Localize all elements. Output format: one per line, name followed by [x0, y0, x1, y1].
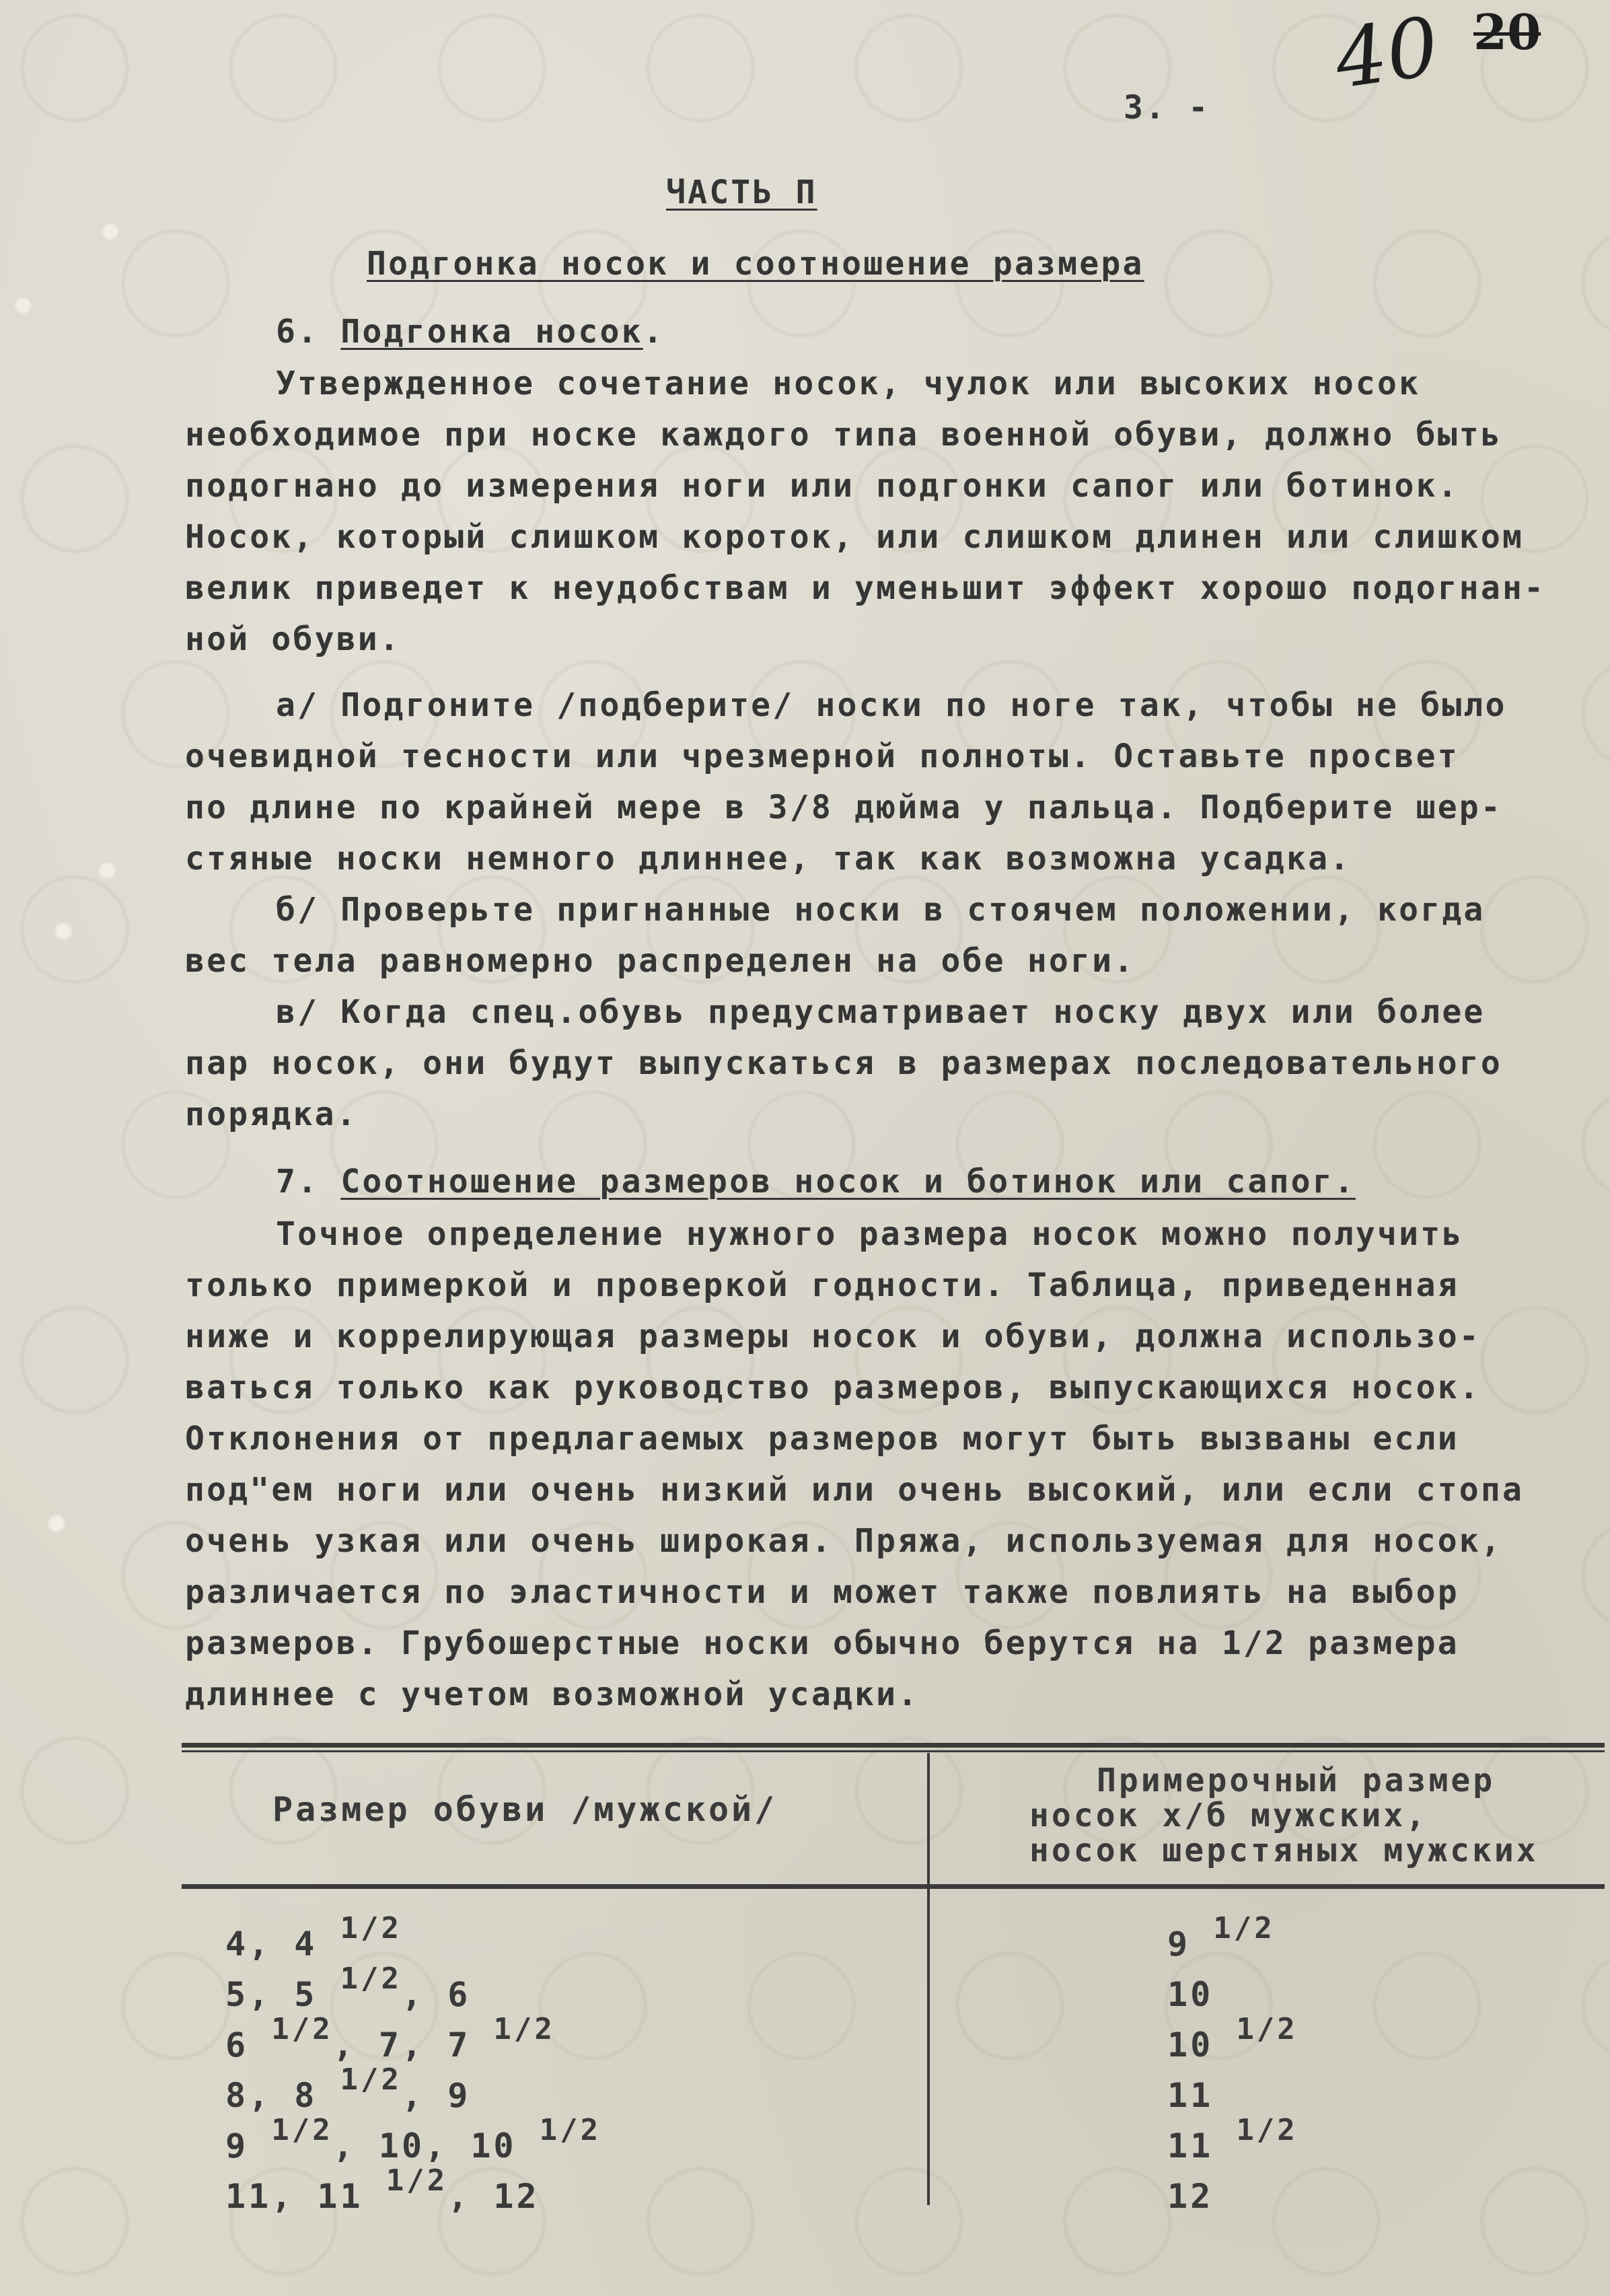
watermark-emblem — [955, 1951, 1064, 2060]
watermark-emblem — [854, 2167, 963, 2276]
table-cell-sock-size: 9 1/2 — [1167, 1911, 1275, 1964]
page-number: 3. - — [1124, 89, 1210, 127]
watermark-emblem — [20, 13, 129, 122]
section-7-line: очень узкая или очень широкая. Пряжа, используемая для носок, — [185, 1522, 1503, 1560]
item-v-line: порядка. — [185, 1096, 358, 1133]
watermark-emblem — [1581, 659, 1610, 768]
watermark-emblem — [1272, 2167, 1381, 2276]
watermark-emblem — [1164, 229, 1273, 338]
section-7-line: ваться только как руководство размеров, выпускающихся носок. — [185, 1369, 1481, 1406]
section-7-line: Отклонения от предлагаемых размеров могут быть вызваны если — [185, 1420, 1459, 1458]
item-a-line: а/ Подгоните /подберите/ носки по ноге так, чтобы не было — [276, 686, 1507, 724]
watermark-emblem — [437, 13, 546, 122]
part-subtitle: Подгонка носок и соотношение размера — [367, 245, 1144, 283]
table-header-shoe-size: Размер обуви /мужской/ — [272, 1790, 778, 1829]
section-6-heading: 6. Подгонка носок. — [276, 313, 665, 351]
item-b-line: вес тела равномерно распределен на обе ноги. — [185, 942, 1136, 980]
table-top-rule — [182, 1743, 1605, 1748]
section-6-title: Подгонка носок — [340, 313, 643, 351]
section-6-line: подогнано до измерения ноги или подгонки сапог или ботинок. — [185, 467, 1459, 505]
table-cell-shoe-size: 5, 5 1/2, 6 — [225, 1962, 471, 2014]
watermark-emblem — [1480, 2167, 1589, 2276]
section-7-line: различается по эластичности и может также повлиять на выбор — [185, 1573, 1459, 1611]
table-cell-shoe-size: 4, 4 1/2 — [225, 1911, 402, 1964]
punch-hole — [101, 222, 120, 241]
watermark-emblem — [121, 229, 230, 338]
table-header-sock-size-line: носок х/б мужских, — [1029, 1797, 1428, 1834]
section-6-line: ной обуви. — [185, 620, 401, 658]
section-7-line: размеров. Грубошерстные носки обычно берутся на 1/2 размера — [185, 1624, 1459, 1662]
watermark-emblem — [854, 1736, 963, 1845]
section-6-number: 6. — [276, 313, 320, 351]
punch-hole — [13, 296, 32, 315]
watermark-emblem — [20, 1305, 129, 1414]
watermark-emblem — [1373, 1951, 1481, 2060]
item-a-line: очевидной тесности или чрезмерной полноты. Оставьте просвет — [185, 738, 1459, 775]
section-7-heading — [276, 1156, 1356, 1207]
watermark-emblem — [1581, 229, 1610, 338]
table-cell-sock-size: 11 — [1167, 2076, 1214, 2115]
section-6-line: велик приведет к неудобствам и уменьшит эффект хорошо подогнан- — [185, 569, 1546, 607]
section-7-title: Соотношение размеров носок и ботинок или сапог. — [340, 1163, 1356, 1200]
table-column-divider — [927, 1889, 930, 2205]
part-title: ЧАСТЬ П — [666, 174, 817, 211]
watermark-emblem — [1581, 1090, 1610, 1199]
section-7-line: только примеркой и проверкой годности. Таблица, приведенная — [185, 1266, 1459, 1304]
table-header-sock-size-line: Примерочный размер — [1097, 1762, 1496, 1799]
item-v-line: в/ Когда спец.обувь предусматривает носку двух или более — [276, 993, 1486, 1031]
punch-hole — [98, 861, 116, 880]
watermark-emblem — [20, 875, 129, 984]
table-cell-sock-size: 12 — [1167, 2177, 1214, 2216]
table-header-sock-size-line: носок шерстяных мужских — [1029, 1832, 1539, 1869]
watermark-emblem — [1373, 229, 1481, 338]
watermark-emblem — [854, 13, 963, 122]
section-7-number: 7. — [276, 1163, 320, 1200]
item-a-line: по длине по крайней мере в 3/8 дюйма у пальца. Подберите шер- — [185, 789, 1503, 826]
section-7-line: Точное определение нужного размера носок можно получить — [276, 1215, 1464, 1253]
watermark-emblem — [1373, 1090, 1481, 1199]
watermark-emblem — [1480, 1305, 1589, 1414]
table-cell-shoe-size: 11, 11 1/2, 12 — [225, 2163, 540, 2216]
table-cell-sock-size: 11 1/2 — [1167, 2113, 1298, 2165]
watermark-emblem — [229, 13, 338, 122]
section-7-line: под"ем ноги или очень низкий или очень высокий, или если стопа — [185, 1471, 1525, 1509]
folio-number-old: 20 — [1473, 3, 1541, 61]
section-6-line: Носок, который слишком короток, или слишком длинен или слишком — [185, 518, 1525, 556]
watermark-emblem — [1581, 1951, 1610, 2060]
table-cell-shoe-size: 8, 8 1/2, 9 — [225, 2062, 471, 2115]
watermark-emblem — [20, 444, 129, 553]
table-cell-shoe-size: 9 1/2, 10, 10 1/2 — [225, 2113, 601, 2165]
section-7-line: ниже и коррелирующая размеры носок и обуви, должна использо- — [185, 1318, 1481, 1355]
section-6-line: необходимое при носке каждого типа военной обуви, должно быть — [185, 416, 1503, 454]
watermark-emblem — [747, 1951, 856, 2060]
table-cell-shoe-size: 6 1/2, 7, 7 1/2 — [225, 2012, 555, 2065]
watermark-emblem — [20, 2167, 129, 2276]
item-b-line: б/ Проверьте пригнанные носки в стоячем положении, когда — [276, 891, 1486, 929]
table-cell-sock-size: 10 — [1167, 1975, 1214, 2014]
watermark-emblem — [1581, 1521, 1610, 1630]
punch-hole — [54, 922, 73, 941]
watermark-emblem — [1063, 2167, 1172, 2276]
watermark-emblem — [121, 1951, 230, 2060]
watermark-emblem — [20, 1736, 129, 1845]
watermark-emblem — [646, 13, 755, 122]
section-7-line: длиннее с учетом возможной усадки. — [185, 1676, 920, 1713]
section-6-line: Утвержденное сочетание носок, чулок или высоких носок — [276, 365, 1421, 402]
watermark-emblem — [646, 2167, 755, 2276]
punch-hole — [47, 1514, 66, 1533]
watermark-emblem — [1480, 875, 1589, 984]
table-header-rule — [182, 1884, 1605, 1889]
watermark-emblem — [1480, 1736, 1589, 1845]
table-cell-sock-size: 10 1/2 — [1167, 2012, 1298, 2065]
table-column-divider-header — [927, 1753, 930, 1891]
folio-number-handwritten: 40 — [1329, 0, 1444, 107]
item-v-line: пар носок, они будут выпускаться в размерах последовательного — [185, 1044, 1503, 1082]
table-top-rule-thin — [182, 1750, 1605, 1752]
item-a-line: стяные носки немного длиннее, так как возможна усадка. — [185, 840, 1352, 877]
